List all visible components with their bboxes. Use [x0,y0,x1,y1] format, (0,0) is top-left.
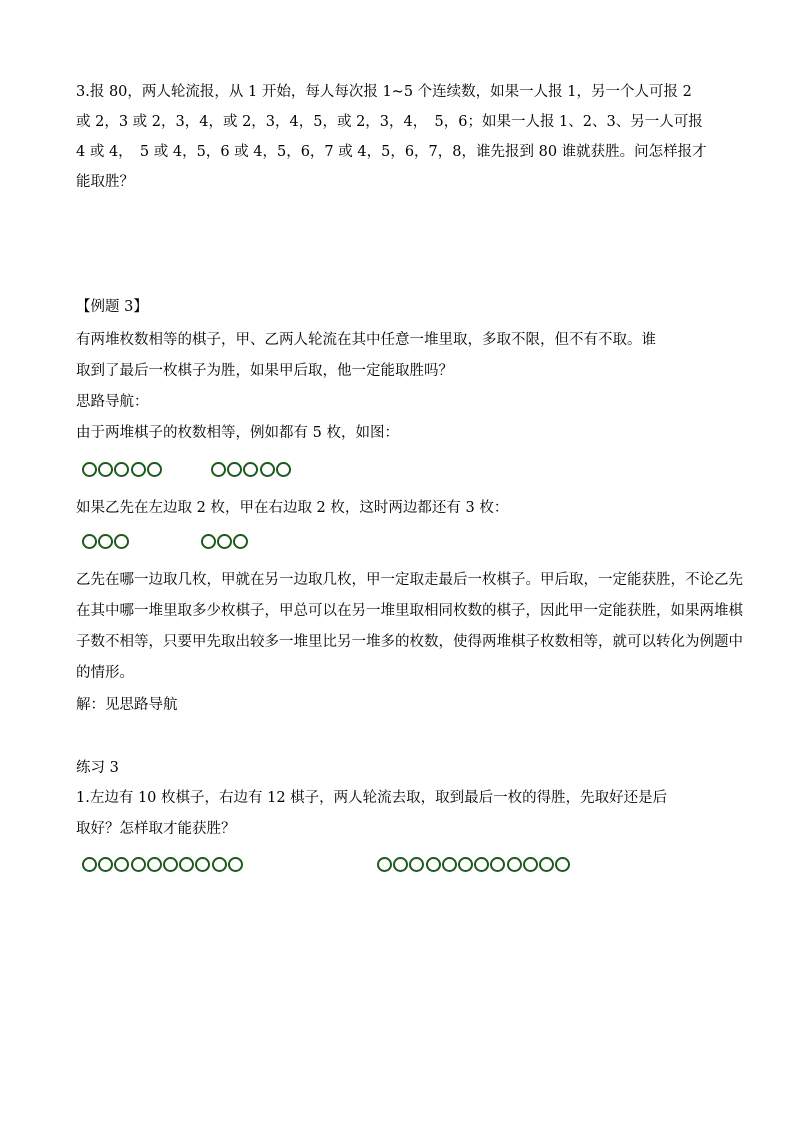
pile-left-10 [82,857,244,875]
chess-piece-icon [377,857,392,872]
pile-right-3 [201,534,250,552]
chess-piece-icon [114,462,129,477]
explanation-line-3: 子数不相等，只要甲先取出较多一堆里比另一堆多的枚数，使得两堆棋子枚数相等，就可以转化为例题中 [76,634,743,650]
explanation-line-2: 在其中哪一堆里取多少枚棋子，甲总可以在另一堆里取相同枚数的棋子，因此甲一定能获胜，如果两堆棋 [76,603,743,619]
chess-piece-icon [98,857,113,872]
answer-line: 解：见思路导航 [76,697,178,713]
chess-piece-icon [217,534,232,549]
chess-piece-icon [523,857,538,872]
hint-middle: 如果乙先在左边取 2 枚，甲在右边取 2 枚，这时两边都还有 3 枚： [76,500,509,516]
chess-piece-icon [212,857,227,872]
example-3-title: 【例题 3】 [76,299,148,315]
chess-piece-icon [98,462,113,477]
chess-piece-icon [409,857,424,872]
problem-3-line-1: 3.报 80，两人轮流报，从 1 开始，每人每次报 1~5 个连续数，如果一人报 1，另一个人可报 2 [76,84,692,100]
chess-piece-icon [163,857,178,872]
problem-3-line-4: 能取胜？ [76,174,134,190]
chess-piece-icon [227,462,242,477]
chess-piece-icon [82,462,97,477]
chess-piece-icon [233,534,248,549]
chess-piece-icon [442,857,457,872]
chess-piece-icon [131,857,146,872]
chess-piece-icon [211,462,226,477]
hint-title: 思路导航： [76,394,149,410]
chess-piece-icon [201,534,216,549]
chess-piece-icon [147,857,162,872]
hint-intro: 由于两堆棋子的枚数相等，例如都有 5 枚，如图： [76,425,399,441]
chess-piece-icon [179,857,194,872]
chess-piece-icon [82,857,97,872]
chess-piece-icon [458,857,473,872]
chess-piece-icon [276,462,291,477]
chess-piece-icon [98,534,113,549]
chess-piece-icon [243,462,258,477]
chess-piece-icon [490,857,505,872]
chess-piece-icon [114,534,129,549]
pile-left-5 [82,462,163,480]
problem-3-line-3: 4 或 4， 5 或 4，5，6 或 4，5，6，7 或 4，5，6，7，8，谁先报到 80 谁就获胜。问怎样报才 [76,144,707,160]
chess-piece-icon [147,462,162,477]
example-3-question-line-2: 取到了最后一枚棋子为胜，如果甲后取，他一定能取胜吗？ [76,363,453,379]
chess-piece-icon [131,462,146,477]
pile-right-12 [377,857,571,875]
chess-piece-icon [82,534,97,549]
chess-piece-icon [539,857,554,872]
explanation-line-4: 的情形。 [76,665,134,681]
chess-piece-icon [426,857,441,872]
practice-3-question-line-1: 1.左边有 10 枚棋子，右边有 12 棋子，两人轮流去取，取到最后一枚的得胜，先取好还是后 [76,790,668,806]
chess-piece-icon [195,857,210,872]
pile-right-5 [211,462,292,480]
practice-3-question-line-2: 取好？怎样取才能获胜？ [76,821,236,837]
chess-piece-icon [228,857,243,872]
chess-piece-icon [260,462,275,477]
chess-piece-icon [555,857,570,872]
problem-3-line-2: 或 2，3 或 2，3，4，或 2，3，4，5，或 2，3，4， 5，6；如果一人报 1、2、3、另一人可报 [76,114,703,130]
example-3-question-line-1: 有两堆枚数相等的棋子，甲、乙两人轮流在其中任意一堆里取，多取不限，但不有不取。谁 [76,332,656,348]
chess-piece-icon [393,857,408,872]
chess-piece-icon [114,857,129,872]
practice-3-title: 练习 3 [76,760,119,776]
chess-piece-icon [507,857,522,872]
explanation-line-1: 乙先在哪一边取几枚，甲就在另一边取几枚，甲一定取走最后一枚棋子。甲后取，一定能获胜，不论乙先 [76,572,743,588]
chess-piece-icon [474,857,489,872]
pile-left-3 [82,534,131,552]
